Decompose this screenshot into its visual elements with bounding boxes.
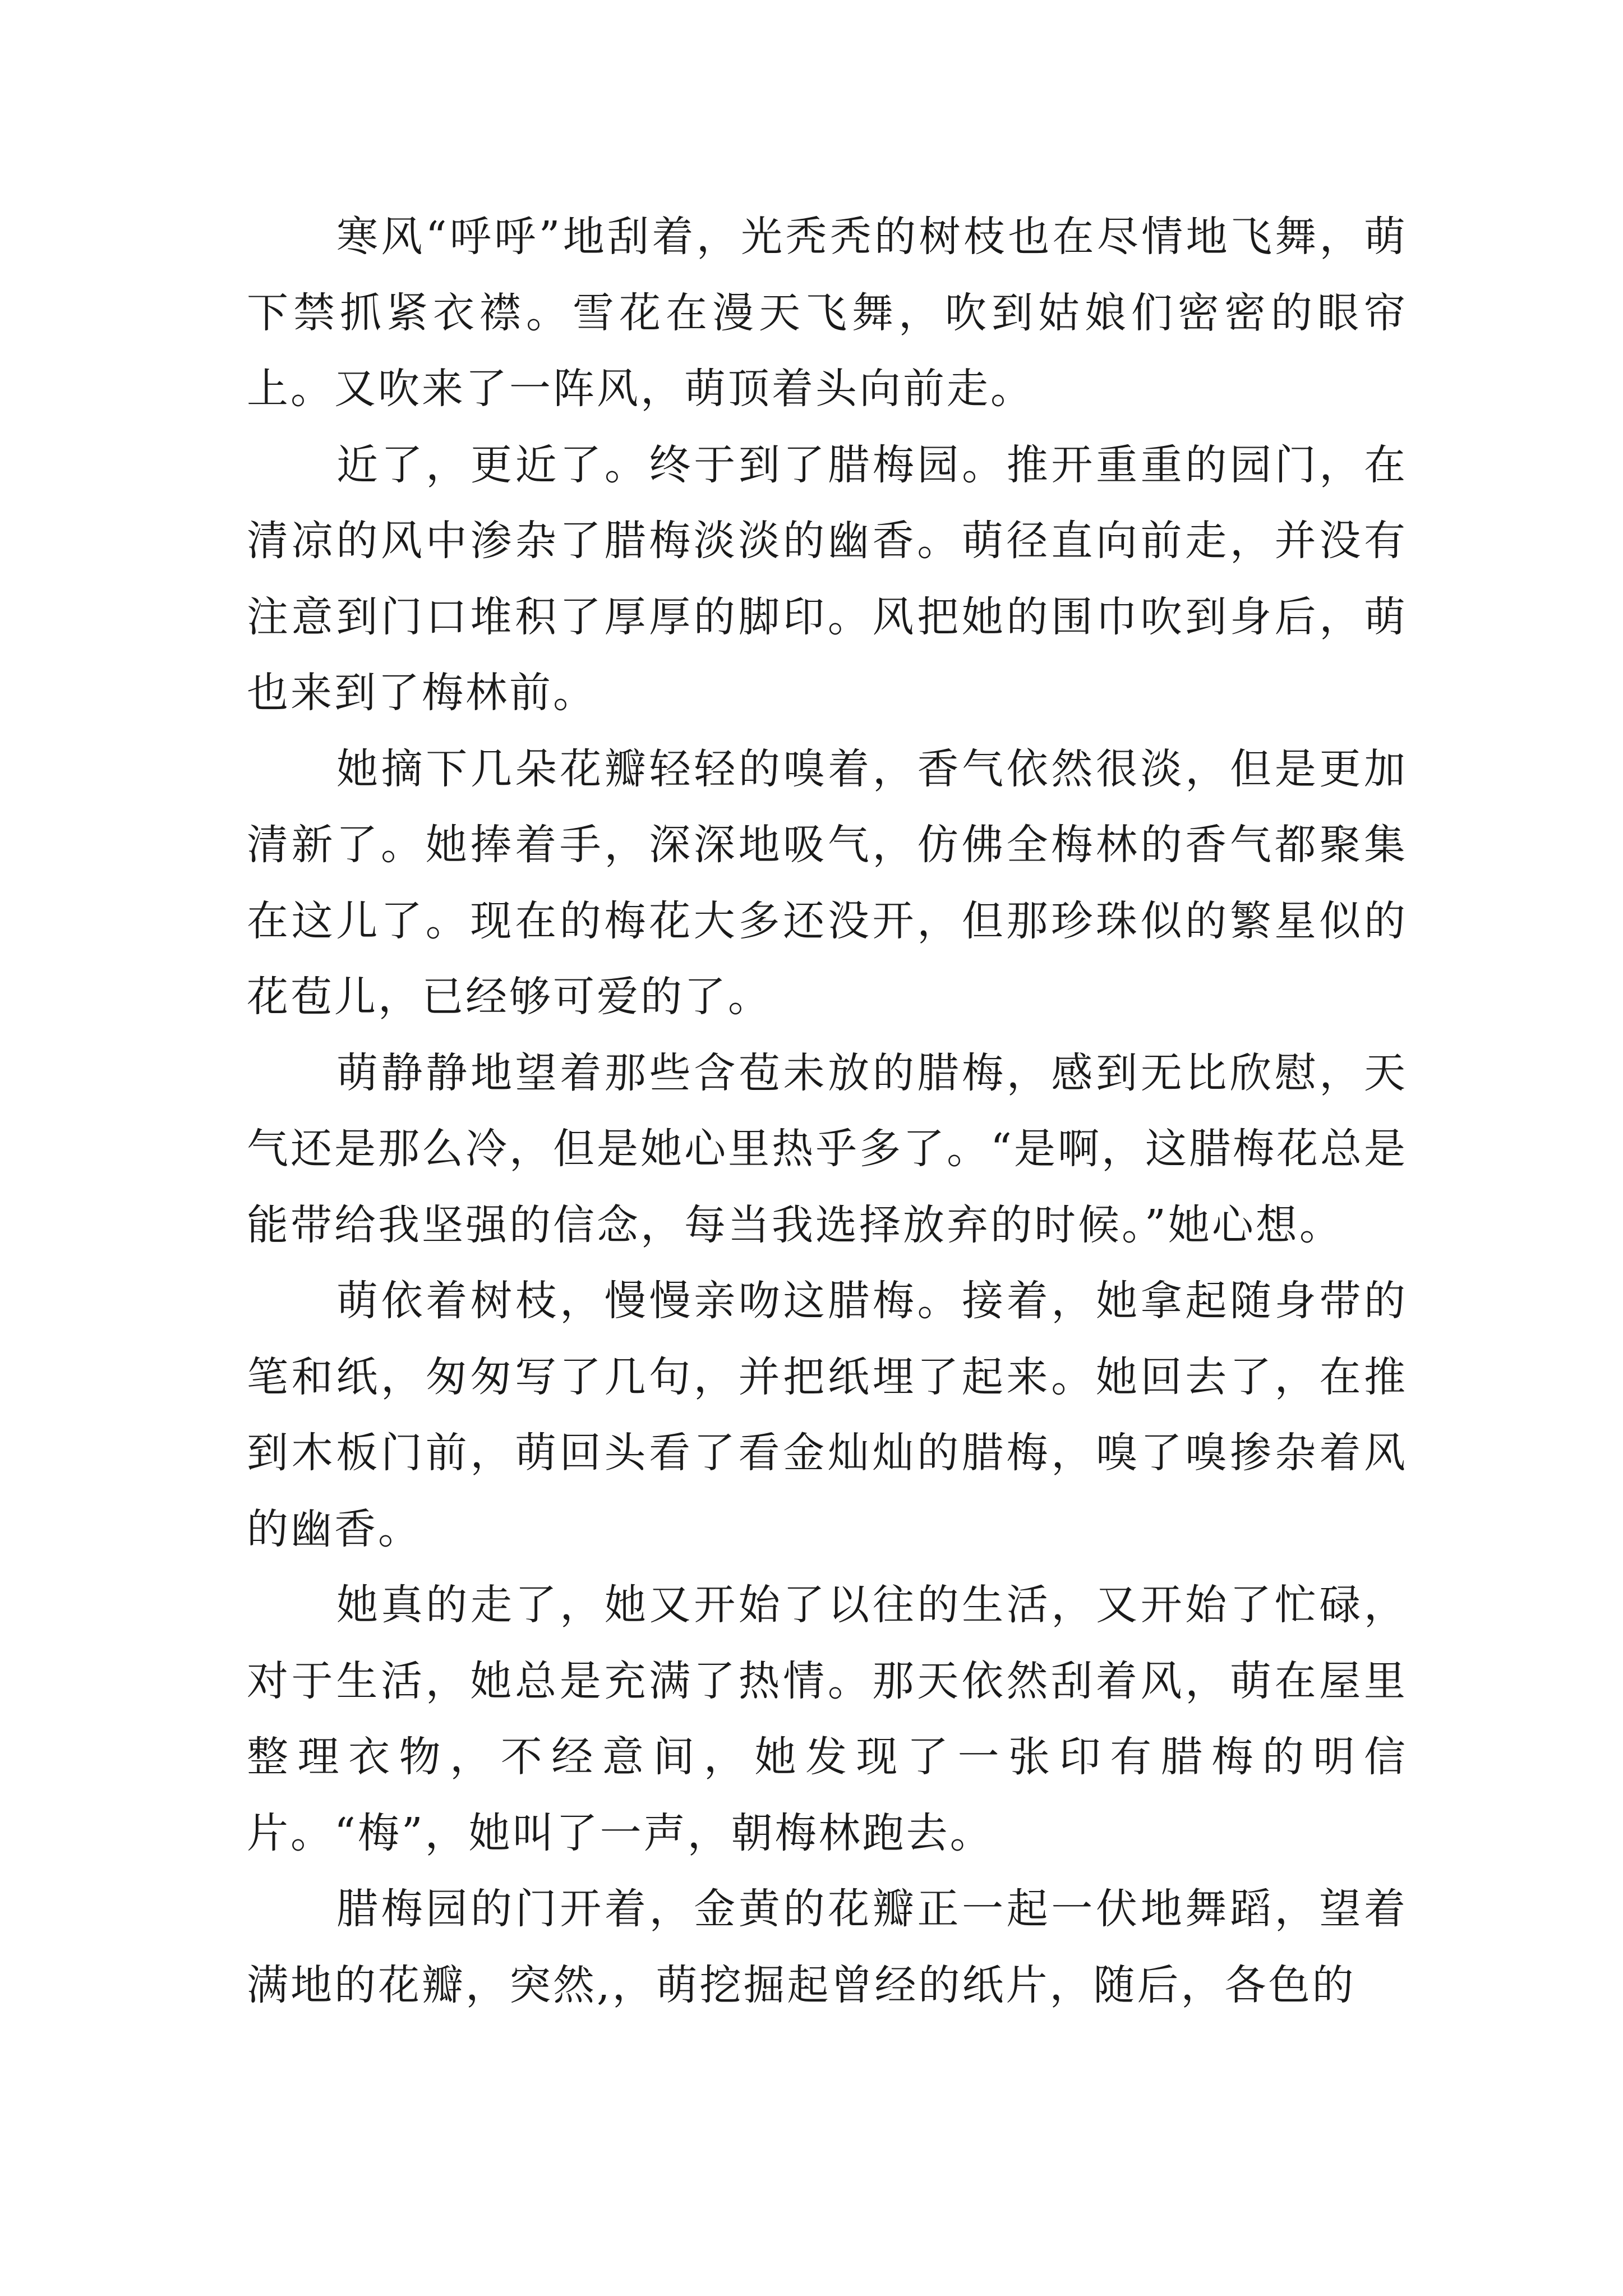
document-body — [247, 199, 1408, 2023]
paragraph-4: 萌静静地望着那些含苞未放的腊梅，感到无比欣慰，天气还是那么冷，但是她心里热乎多了。“是啊，这腊梅花总是能带给我坚强的信念，每当我选择放弃的时候。”她心想。 — [247, 1048, 1408, 1249]
paragraph-1: 寒风“呼呼”地刮着，光秃秃的树枝也在尽情地飞舞，萌下禁抓紧衣襟。雪花在漫天飞舞，吹到姑娘们密密的眼帘上。又吹来了一阵风，萌顶着头向前走。 — [247, 213, 1408, 413]
paragraph-5: 萌依着树枝，慢慢亲吻这腊梅。接着，她拿起随身带的笔和纸，匆匆写了几句，并把纸埋了起来。她回去了，在推到木板门前，萌回头看了看金灿灿的腊梅，嗅了嗅掺杂着风的幽香。 — [247, 1277, 1408, 1553]
paragraph-7: 腊梅园的门开着，金黄的花瓣正一起一伏地舞蹈，望着满地的花瓣，突然,，萌挖掘起曾经的纸片，随后，各色的 — [247, 1885, 1408, 2009]
paragraph-2: 近了，更近了。终于到了腊梅园。推开重重的园门，在清凉的风中渗杂了腊梅淡淡的幽香。萌径直向前走，并没有注意到门口堆积了厚厚的脚印。风把她的围巾吹到身后，萌也来到了梅林前。 — [247, 440, 1408, 717]
paragraph-3: 她摘下几朵花瓣轻轻的嗅着，香气依然很淡，但是更加清新了。她捧着手，深深地吸气，仿佛全梅林的香气都聚集在这儿了。现在的梅花大多还没开，但那珍珠似的繁星似的花苞儿，已经够可爱的了。 — [247, 744, 1408, 1021]
paragraph-6: 她真的走了，她又开始了以往的生活，又开始了忙碌，对于生活，她总是充满了热情。那天依然刮着风，萌在屋里整理衣物，不经意间，她发现了一张印有腊梅的明信片。“梅”，她叫了一声，朝梅林跑去。 — [247, 1581, 1408, 1857]
